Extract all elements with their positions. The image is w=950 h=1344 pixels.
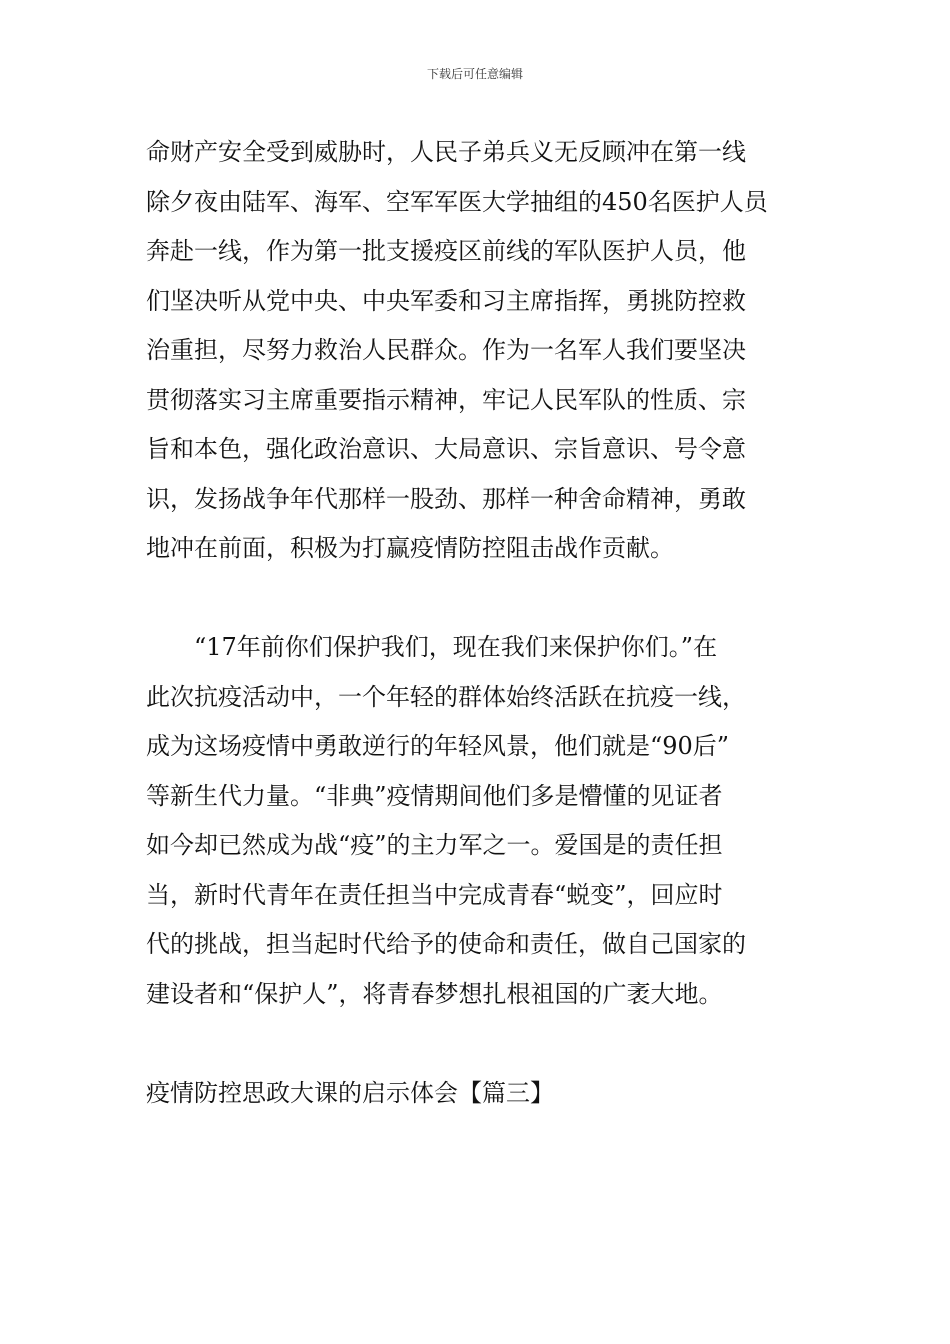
text-line: 旨和本色，强化政治意识、大局意识、宗旨意识、号令意 [146, 435, 746, 463]
text-line: 识，发扬战争年代那样一股劲、那样一种舍命精神，勇敢 [146, 484, 746, 513]
text-line: 如今却已然成为战“疫”的主力军之一。爱国是的责任担 [146, 831, 723, 859]
text-line: 奔赴一线，作为第一批支援疫区前线的军队医护人员，他 [146, 237, 746, 265]
paragraph-spacer [146, 1019, 816, 1069]
text-line: 命财产安全受到威胁时，人民子弟兵义无反顾冲在第一线 [146, 138, 746, 166]
text-line: “17年前你们保护我们，现在我们来保护你们。”在 [146, 633, 718, 661]
text-line: 成为这场疫情中勇敢逆行的年轻风景，他们就是“90后” [146, 732, 730, 760]
text-line: 建设者和“保护人”，将青春梦想扎根祖国的广袤大地。 [146, 979, 723, 1008]
paragraph-2 [146, 623, 816, 1019]
page-header-note: 下载后可任意编辑 [426, 67, 523, 81]
text-line: 除夕夜由陆军、海军、空军军医大学抽组的450名医护人员 [146, 187, 768, 216]
text-line: 们坚决听从党中央、中央军委和习主席指挥，勇挑防控救 [146, 286, 746, 315]
text-line: 贯彻落实习主席重要指示精神，牢记人民军队的性质、宗 [146, 385, 746, 414]
text-line: 此次抗疫活动中，一个年轻的群体始终活跃在抗疫一线， [146, 682, 746, 711]
paragraph-spacer [146, 574, 816, 624]
text-line: 代的挑战，担当起时代给予的使命和责任，做自己国家的 [146, 930, 746, 958]
text-line: 地冲在前面，积极为打赢疫情防控阻击战作贡献。 [146, 534, 674, 562]
paragraph-1 [146, 128, 816, 574]
text-line: 当，新时代青年在责任担当中完成青春“蜕变”，回应时 [146, 880, 723, 909]
section-heading: 疫情防控思政大课的启示体会【篇三】 [146, 1078, 554, 1107]
document-body [146, 128, 816, 1118]
text-line: 治重担，尽努力救治人民群众。作为一名军人我们要坚决 [146, 336, 746, 364]
text-line: 等新生代力量。“非典”疫情期间他们多是懵懂的见证者 [146, 781, 723, 810]
